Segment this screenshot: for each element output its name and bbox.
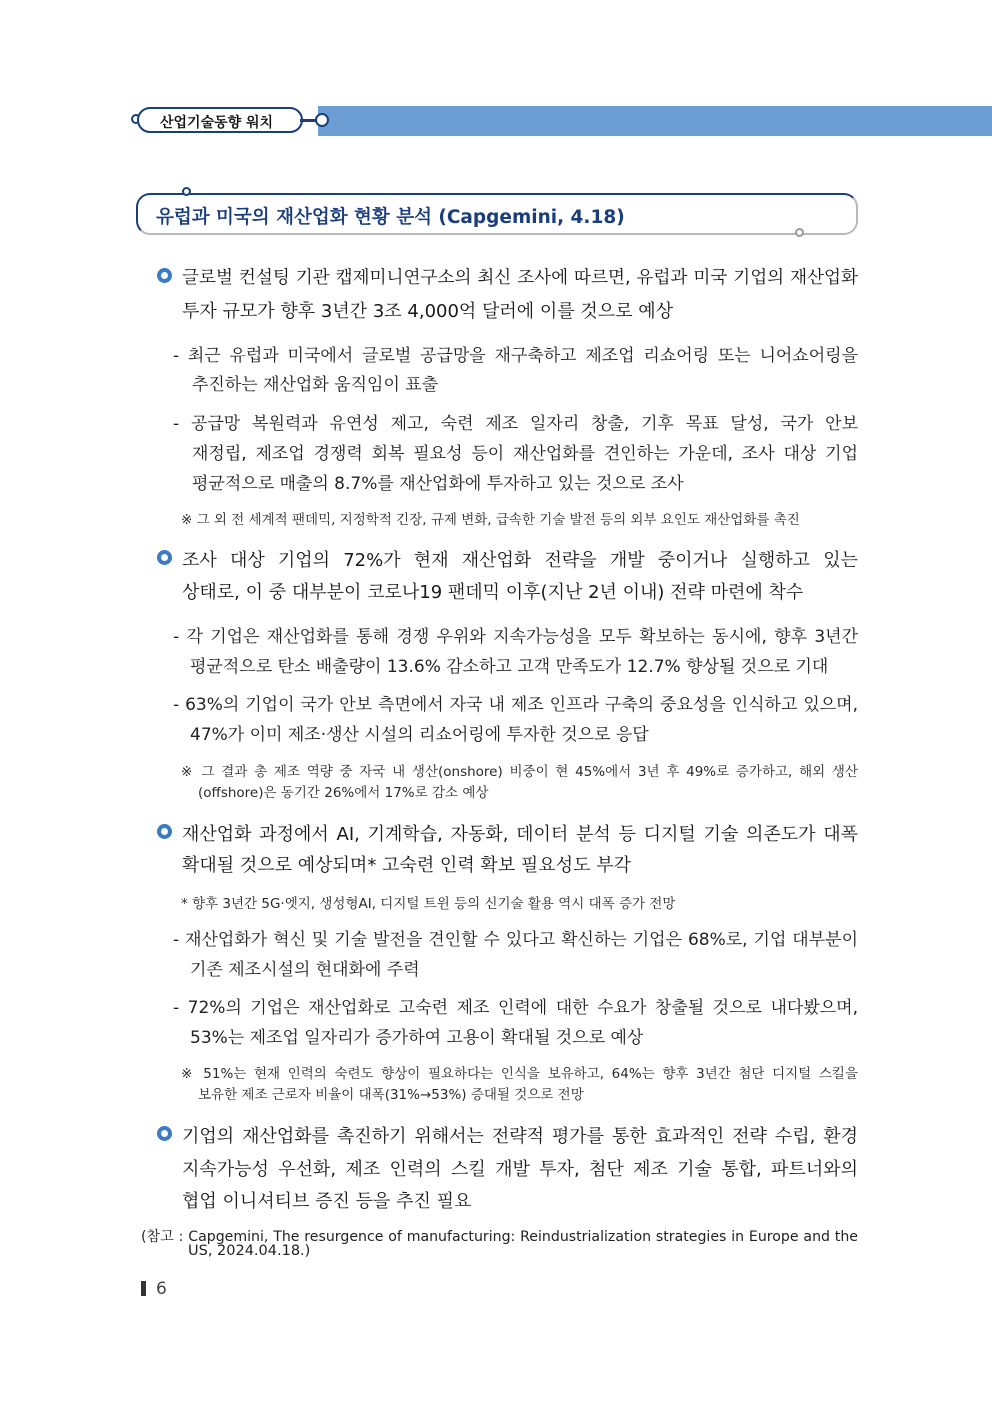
header-label: 산업기술동향 워치: [160, 115, 274, 131]
bullet-icon: [157, 550, 172, 565]
bullet1-dash1-line2: 추진하는 재산업화 움직임이 표출: [192, 375, 439, 395]
bullet1-dash2-line2: 재정립, 제조업 경쟁력 회복 필요성 등이 재산업화를 견인하는 가운데, 조사 대상 기업: [192, 444, 858, 464]
bullet1-dash2-line3: 평균적으로 매출의 8.7%를 재산업화에 투자하고 있는 것으로 조사: [192, 474, 684, 494]
bullet-icon: [157, 268, 172, 283]
bullet2-dash2-line1: - 63%의 기업이 국가 안보 측면에서 자국 내 제조 인프라 구축의 중요성을 인식하고 있으며,: [173, 695, 858, 715]
header-right-dot: [315, 113, 329, 127]
bullet4-line2: 지속가능성 우선화, 제조 인력의 스킬 개발 투자, 첨단 제조 기술 통합, 파트너와의: [182, 1159, 858, 1180]
bullet1-dash2-line1: - 공급망 복원력과 유연성 제고, 숙련 제조 일자리 창출, 기후 목표 달성, 국가 안보: [173, 414, 858, 434]
bullet2-dash1-line1: - 각 기업은 재산업화를 통해 경쟁 우위와 지속가능성을 모두 확보하는 동시에, 향후 3년간: [173, 627, 858, 647]
bullet3-dash1-line2: 기존 제조시설의 현대화에 주력: [190, 960, 420, 980]
bullet1-line2: 투자 규모가 향후 3년간 3조 4,000억 달러에 이를 것으로 예상: [182, 301, 674, 322]
bullet3-note-line2: 보유한 제조 근로자 비율이 대폭(31%→53%) 증대될 것으로 전망: [198, 1087, 584, 1103]
bullet2-note-line2: (offshore)은 동기간 26%에서 17%로 감소 예상: [198, 785, 489, 801]
bullet3-line1: 재산업화 과정에서 AI, 기계학습, 자동화, 데이터 분석 등 디지털 기술 의존도가 대폭: [182, 824, 858, 845]
header-band: [318, 106, 992, 136]
bullet1-dash1-line1: - 최근 유럽과 미국에서 글로벌 공급망을 재구축하고 제조업 리쇼어링 또는 니어쇼어링을: [173, 346, 858, 366]
section-title: 유럽과 미국의 재산업화 현황 분석 (Capgemini, 4.18): [156, 207, 625, 228]
bullet-icon: [157, 1126, 172, 1141]
reference-line2: US, 2024.04.18.): [188, 1243, 311, 1259]
bullet2-line1: 조사 대상 기업의 72%가 현재 재산업화 전략을 개발 중이거나 실행하고 있는: [182, 550, 858, 571]
page-number-mark: [141, 1281, 146, 1296]
bullet-icon: [157, 824, 172, 839]
bullet2-line2: 상태로, 이 중 대부분이 코로나19 팬데믹 이후(지난 2년 이내) 전략 마련에 착수: [182, 582, 804, 603]
section-top-dot: [182, 187, 191, 196]
reference-line1: (참고 : Capgemini, The resurgence of manufacturing: Reindustrialization strategies in Europe and the: [141, 1229, 858, 1245]
section-bottom-dot: [795, 228, 804, 237]
bullet3-dash2-line1: - 72%의 기업은 재산업화로 고숙련 제조 인력에 대한 수요가 창출될 것으로 내다봤으며,: [173, 998, 858, 1018]
bullet2-dash1-line2: 평균적으로 탄소 배출량이 13.6% 감소하고 고객 만족도가 12.7% 향상될 것으로 기대: [190, 657, 829, 677]
page-number: 6: [156, 1279, 167, 1299]
bullet4-line3: 협업 이니셔티브 증진 등을 추진 필요: [182, 1191, 472, 1212]
bullet3-footnote: * 향후 3년간 5G·엣지, 생성형AI, 디지털 트윈 등의 신기술 활용 역시 대폭 증가 전망: [181, 896, 676, 912]
bullet3-dash1-line1: - 재산업화가 혁신 및 기술 발전을 견인할 수 있다고 확신하는 기업은 68%로, 기업 대부분이: [173, 930, 858, 950]
bullet3-dash2-line2: 53%는 제조업 일자리가 증가하여 고용이 확대될 것으로 예상: [190, 1028, 644, 1048]
bullet2-note-line1: ※ 그 결과 총 제조 역량 중 자국 내 생산(onshore) 비중이 현 45%에서 3년 후 49%로 증가하고, 해외 생산: [181, 764, 858, 780]
bullet1-line1: 글로벌 컨설팅 기관 캡제미니연구소의 최신 조사에 따르면, 유럽과 미국 기업의 재산업화: [182, 268, 858, 288]
bullet2-dash2-line2: 47%가 이미 제조·생산 시설의 리쇼어링에 투자한 것으로 응답: [190, 725, 649, 745]
bullet1-note: ※ 그 외 전 세계적 팬데믹, 지정학적 긴장, 규제 변화, 급속한 기술 발전 등의 외부 요인도 재산업화를 촉진: [181, 512, 800, 528]
bullet3-line2: 확대될 것으로 예상되며* 고숙련 인력 확보 필요성도 부각: [182, 855, 631, 876]
bullet4-line1: 기업의 재산업화를 촉진하기 위해서는 전략적 평가를 통한 효과적인 전략 수립, 환경: [182, 1126, 858, 1147]
bullet3-note-line1: ※ 51%는 현재 인력의 숙련도 향상이 필요하다는 인식을 보유하고, 64%는 향후 3년간 첨단 디지털 스킬을: [181, 1066, 858, 1082]
